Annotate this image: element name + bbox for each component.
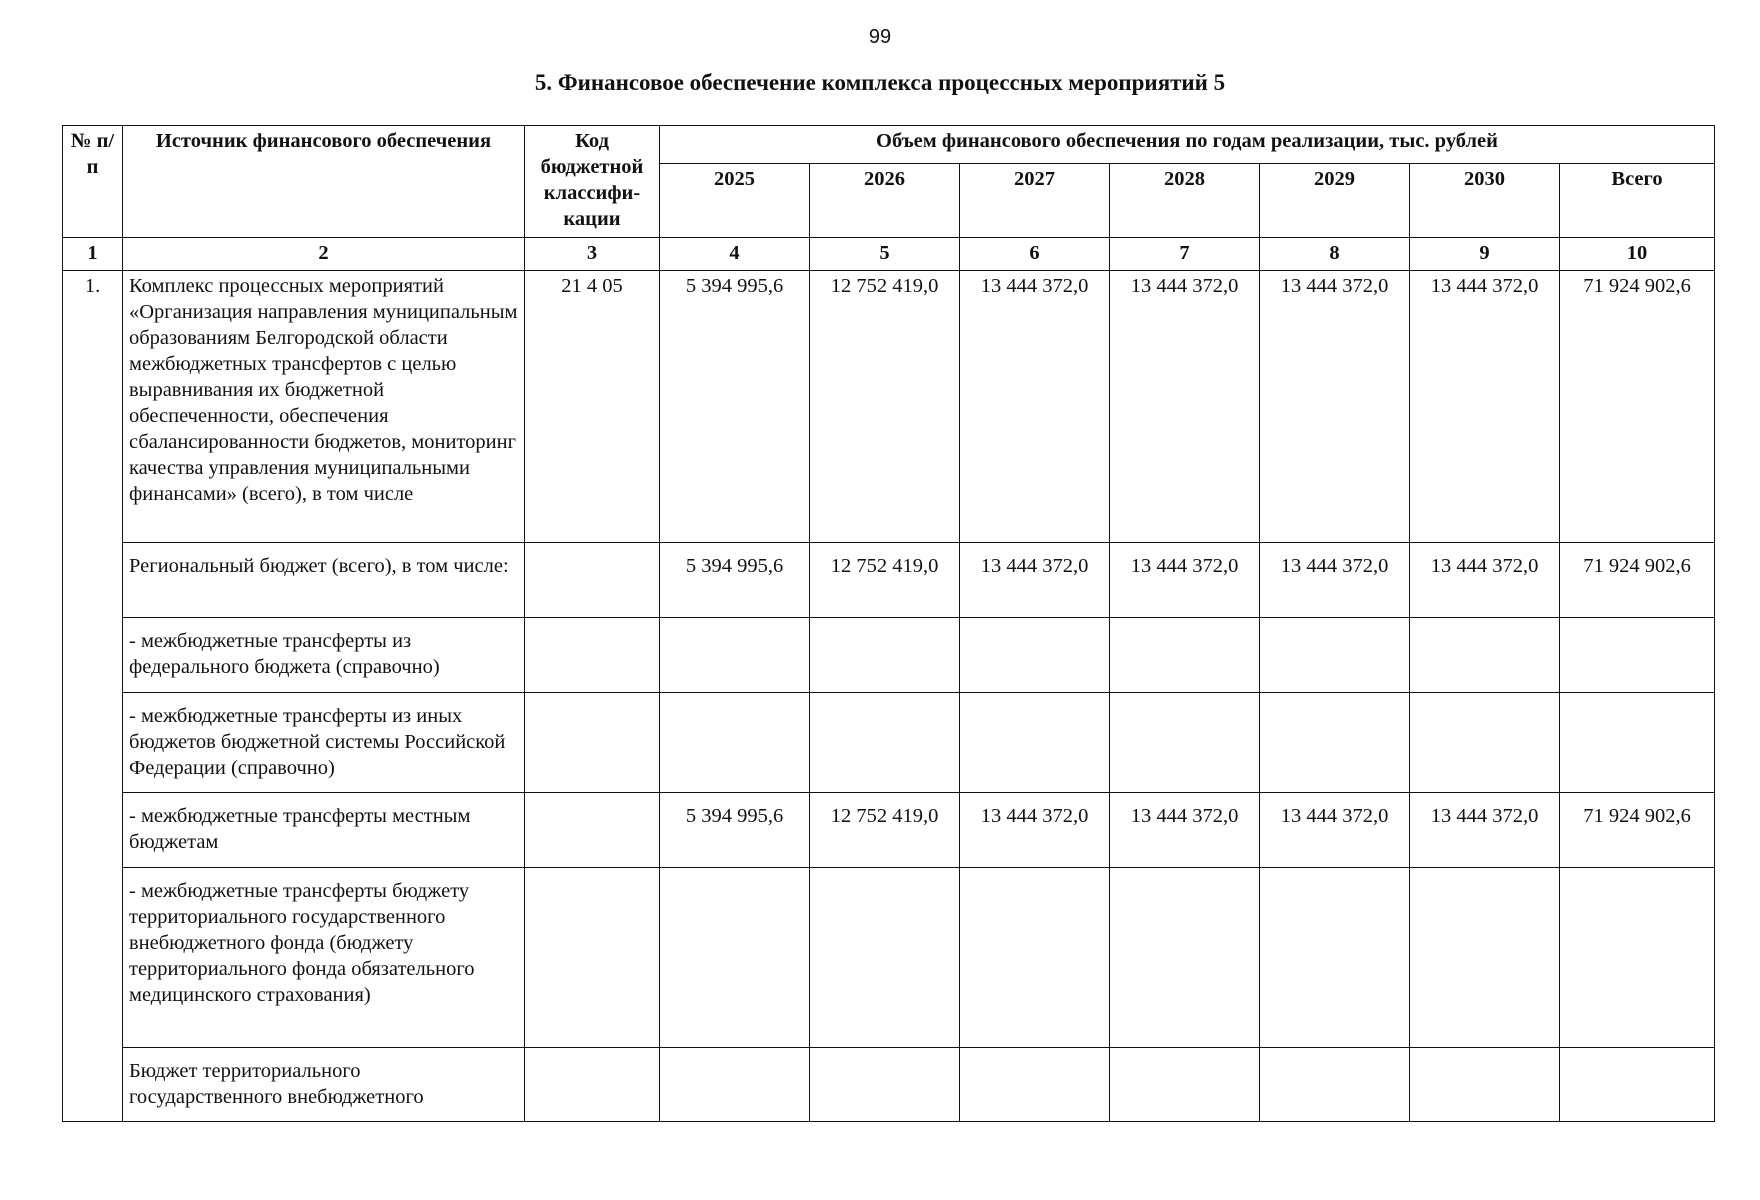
- row-value-2025: [660, 1048, 810, 1122]
- column-number: 1: [63, 238, 123, 271]
- row-value-total: [1560, 1048, 1715, 1122]
- row-value-2027: [960, 618, 1110, 693]
- column-number: 9: [1410, 238, 1560, 271]
- row-value-2028: [1110, 693, 1260, 793]
- table-row: [63, 543, 1715, 618]
- row-value-total: [1560, 618, 1715, 693]
- row-value-2025: [660, 693, 810, 793]
- column-number: 6: [960, 238, 1110, 271]
- row-value-2025: [660, 618, 810, 693]
- row-value-2029: 13 444 372,0: [1260, 543, 1410, 618]
- row-value-total: 71 924 902,6: [1560, 543, 1715, 618]
- column-number: 2: [123, 238, 525, 271]
- row-source: Региональный бюджет (всего), в том числе:: [123, 543, 525, 618]
- row-value-2026: [810, 693, 960, 793]
- table-row: [63, 271, 1715, 543]
- column-number: 7: [1110, 238, 1260, 271]
- row-source: - межбюджетные трансферты местным бюджетам: [123, 793, 525, 868]
- row-value-2027: 13 444 372,0: [960, 793, 1110, 868]
- row-value-2030: [1410, 618, 1560, 693]
- row-value-2030: 13 444 372,0: [1410, 793, 1560, 868]
- header-year: 2029: [1260, 164, 1410, 238]
- row-value-2026: [810, 1048, 960, 1122]
- row-value-2027: 13 444 372,0: [960, 543, 1110, 618]
- page-number: 99: [868, 26, 892, 48]
- row-value-total: 71 924 902,6: [1560, 271, 1715, 543]
- header-year: 2025: [660, 164, 810, 238]
- row-value-2026: 12 752 419,0: [810, 793, 960, 868]
- row-value-2027: 13 444 372,0: [960, 271, 1110, 543]
- header-source: Источник финансового обеспечения: [123, 126, 525, 238]
- row-source: - межбюджетные трансферты из федерального бюджета (справочно): [123, 618, 525, 693]
- row-code: [525, 868, 660, 1048]
- column-number: 4: [660, 238, 810, 271]
- row-code: [525, 618, 660, 693]
- header-year: 2027: [960, 164, 1110, 238]
- table-row: [63, 618, 1715, 693]
- header-num: № п/п: [63, 126, 123, 238]
- row-source: Бюджет территориального государственного внебюджетного: [123, 1048, 525, 1122]
- row-value-2028: [1110, 868, 1260, 1048]
- row-value-2029: [1260, 618, 1410, 693]
- table-row: [63, 693, 1715, 793]
- header-total: Всего: [1560, 164, 1715, 238]
- row-source: - межбюджетные трансферты из иных бюджетов бюджетной системы Российской Федерации (справочно): [123, 693, 525, 793]
- row-value-2030: [1410, 868, 1560, 1048]
- financing-table: [62, 125, 1715, 1122]
- row-value-total: [1560, 693, 1715, 793]
- header-year: 2028: [1110, 164, 1260, 238]
- row-value-2029: 13 444 372,0: [1260, 793, 1410, 868]
- row-value-2026: [810, 618, 960, 693]
- header-year: 2026: [810, 164, 960, 238]
- table-row: [63, 793, 1715, 868]
- row-value-2027: [960, 693, 1110, 793]
- row-source: Комплекс процессных мероприятий «Организация направления муниципальным образованиям Белгородской области межбюджетных трансфертов с целью выравнивания их бюджетной обеспеченности, обеспечения сбалансированности бюджетов, мониторинг качества управления муниципальными финансами» (всего), в том числе: [123, 271, 525, 543]
- header-year: 2030: [1410, 164, 1560, 238]
- column-number: 3: [525, 238, 660, 271]
- row-code: [525, 543, 660, 618]
- row-number: 1.: [63, 271, 123, 1122]
- row-value-2025: [660, 868, 810, 1048]
- row-value-2030: [1410, 693, 1560, 793]
- row-value-2025: 5 394 995,6: [660, 793, 810, 868]
- row-value-2027: [960, 1048, 1110, 1122]
- row-value-2027: [960, 868, 1110, 1048]
- row-value-2028: 13 444 372,0: [1110, 793, 1260, 868]
- row-value-2025: 5 394 995,6: [660, 543, 810, 618]
- row-value-2026: 12 752 419,0: [810, 271, 960, 543]
- row-value-2028: 13 444 372,0: [1110, 543, 1260, 618]
- row-value-2026: [810, 868, 960, 1048]
- row-value-total: [1560, 868, 1715, 1048]
- row-value-2030: 13 444 372,0: [1410, 271, 1560, 543]
- column-number: 5: [810, 238, 960, 271]
- row-value-2030: [1410, 1048, 1560, 1122]
- row-value-2030: 13 444 372,0: [1410, 543, 1560, 618]
- row-code: [525, 693, 660, 793]
- column-number: 10: [1560, 238, 1715, 271]
- row-value-total: 71 924 902,6: [1560, 793, 1715, 868]
- row-source: - межбюджетные трансферты бюджету территориального государственного внебюджетного фонда (бюджету территориального фонда обязательного медицинского страхования): [123, 868, 525, 1048]
- row-code: [525, 793, 660, 868]
- header-volume: Объем финансового обеспечения по годам реализации, тыс. рублей: [660, 126, 1715, 164]
- row-value-2029: [1260, 1048, 1410, 1122]
- table-row: [63, 1048, 1715, 1122]
- row-value-2028: [1110, 1048, 1260, 1122]
- row-code: 21 4 05: [525, 271, 660, 543]
- table-row: [63, 868, 1715, 1048]
- row-value-2028: 13 444 372,0: [1110, 271, 1260, 543]
- row-value-2029: [1260, 868, 1410, 1048]
- header-code: Код бюджетной классифи-кации: [525, 126, 660, 238]
- row-value-2026: 12 752 419,0: [810, 543, 960, 618]
- page-title: 5. Финансовое обеспечение комплекса процессных мероприятий 5: [534, 70, 1226, 95]
- row-value-2025: 5 394 995,6: [660, 271, 810, 543]
- column-number: 8: [1260, 238, 1410, 271]
- row-code: [525, 1048, 660, 1122]
- row-value-2029: [1260, 693, 1410, 793]
- row-value-2029: 13 444 372,0: [1260, 271, 1410, 543]
- row-value-2028: [1110, 618, 1260, 693]
